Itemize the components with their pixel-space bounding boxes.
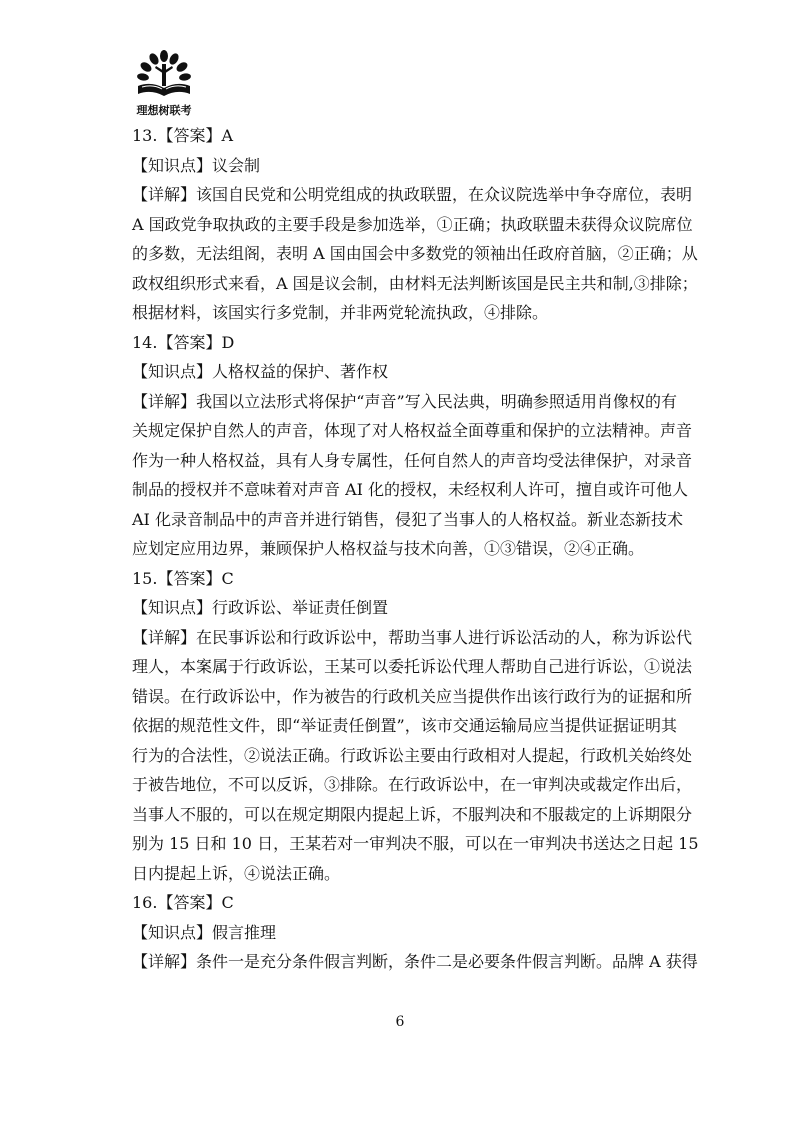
question-13-answer: 13.【答案】A [132,126,234,145]
question-15-explanation-line: 【详解】在民事诉讼和行政诉讼中，帮助当事人进行诉讼活动的人，称为诉讼代 [132,627,693,647]
question-14-explanation-line: 关规定保护自然人的声音，体现了对人格权益全面尊重和保护的立法精神。声音 [132,421,693,440]
question-13-explanation-line: A 国政党争取执政的主要手段是参加选举，①正确；执政联盟未获得众议院席位 [132,214,693,234]
question-13-explanation-line: 根据材料，该国实行多党制，并非两党轮流执政，④排除。 [132,303,549,322]
question-15-explanation-line: 别为 15 日和 10 日，王某若对一审判决不服，可以在一审判决书送达之日起 15 [132,834,699,853]
question-16-answer: 16.【答案】C [132,893,234,912]
question-15-explanation-line: 行为的合法性，②说法正确。行政诉讼主要由行政相对人提起，行政机关始终处 [132,745,693,765]
question-14-explanation-line: 作为一种人格权益，具有人身专属性，任何自然人的声音均受法律保护，对录音 [132,450,693,470]
question-15-answer: 15.【答案】C [132,568,234,588]
question-14-explanation-line: 应划定应用边界，兼顾保护人格权益与技术向善，①③错误，②④正确。 [132,539,645,558]
question-13-explanation-line: 【详解】该国自民党和公明党组成的执政联盟，在众议院选举中争夺席位，表明 [132,185,693,204]
question-15-explanation-line: 当事人不服的，可以在规定期限内提起上诉，不服判决和不服裁定的上诉期限分 [132,804,693,824]
question-15-explanation-line: 依据的规范性文件，即“举证责任倒置”，该市交通运输局应当提供证据证明其 [132,716,677,735]
question-15-explanation-line: 于被告地位，不可以反诉，③排除。在行政诉讼中，在一审判决或裁定作出后， [132,775,693,794]
question-15-explanation-line: 日内提起上诉，④说法正确。 [132,863,341,883]
question-15-knowledge-point: 【知识点】行政诉讼、举证责任倒置 [132,598,389,617]
question-15-explanation-line: 错误。在行政诉讼中，作为被告的行政机关应当提供作出该行政行为的证据和所 [132,686,693,706]
question-14-answer: 14.【答案】D [132,332,235,352]
page-number: 6 [395,1014,405,1030]
question-16-knowledge-point: 【知识点】假言推理 [132,922,277,942]
question-13-knowledge-point: 【知识点】议会制 [132,155,261,175]
tree-book-icon [128,50,200,102]
question-14-explanation-line: AI 化录音制品中的声音并进行销售，侵犯了当事人的人格权益。新业态新技术 [132,509,683,529]
question-14-knowledge-point: 【知识点】人格权益的保护、著作权 [132,362,389,381]
logo-text: 理想树联考 [136,104,192,117]
question-15-explanation-line: 理人，本案属于行政诉讼，王某可以委托诉讼代理人帮助自己进行诉讼，①说法 [132,657,693,676]
question-16-explanation-line: 【详解】条件一是充分条件假言判断，条件二是必要条件假言判断。品牌 A 获得 [132,952,698,971]
question-14-explanation-line: 【详解】我国以立法形式将保护“声音”写入民法典，明确参照适用肖像权的有 [132,391,677,411]
question-13-explanation-line: 政权组织形式来看，A 国是议会制，由材料无法判断该国是民主共和制,③排除； [132,273,698,293]
answer-explanations [132,121,699,977]
brand-logo [128,50,200,122]
question-13-explanation-line: 的多数，无法组阁，表明 A 国由国会中多数党的领袖出任政府首脑，②正确；从 [132,244,698,263]
question-14-explanation-line: 制品的授权并不意味着对声音 AI 化的授权，未经权利人许可，擅自或许可他人 [132,480,689,499]
